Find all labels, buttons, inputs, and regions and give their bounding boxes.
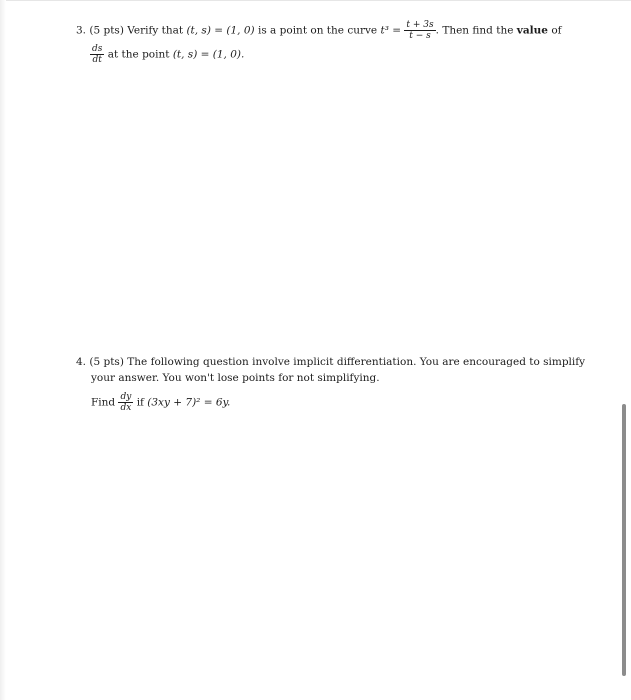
question-4-line-1 [76, 355, 585, 369]
question-3-curve-denominator: t − s [409, 31, 431, 41]
question-4-derivative [118, 392, 133, 413]
question-3-then-text: . Then find the [435, 24, 514, 37]
question-3-curve-fraction [404, 20, 435, 41]
question-4-text-line-2: your answer. You won't lose points for not simplifying. [91, 372, 380, 384]
question-3-curve-text: is a point on the curve [257, 24, 378, 37]
top-divider [0, 0, 631, 1]
question-3-curve-numerator: t + 3s [406, 20, 434, 30]
question-3-points: (5 pts) [89, 24, 124, 37]
page-edge-shadow [0, 0, 6, 700]
question-4-line-2 [91, 371, 380, 385]
question-3-line-2 [90, 44, 244, 65]
question-3-pair: (t, s) = (1, 0) [186, 24, 255, 37]
question-4-if-text: if [136, 396, 144, 409]
question-3-at-point-text: at the point [107, 48, 170, 61]
scrollbar-thumb[interactable] [622, 404, 626, 676]
question-3-verify-text: Verify that [127, 24, 184, 37]
question-4-derivative-numerator: dy [120, 392, 132, 402]
question-3-number: 3. [76, 24, 87, 37]
question-3-derivative [90, 44, 104, 65]
question-4-derivative-denominator: dx [120, 403, 132, 413]
question-4-text-line-1: The following question involve implicit differentiation. You are encouraged to simplify [127, 356, 586, 368]
question-4-line-3 [91, 392, 230, 413]
question-4-points: (5 pts) [89, 356, 124, 368]
question-3-value-word: value [516, 24, 548, 37]
question-4-number: 4. [76, 356, 87, 368]
question-4-find-text: Find [91, 396, 116, 409]
question-3-of-text: of [551, 24, 562, 37]
question-3-curve-lhs: t³ = [380, 24, 402, 37]
question-3-derivative-numerator: ds [92, 44, 103, 54]
question-3-line-1 [76, 20, 562, 41]
question-3-point: (t, s) = (1, 0). [172, 48, 245, 61]
question-4-equation: (3xy + 7)² = 6y. [147, 396, 231, 409]
question-3-derivative-denominator: dt [92, 55, 102, 65]
